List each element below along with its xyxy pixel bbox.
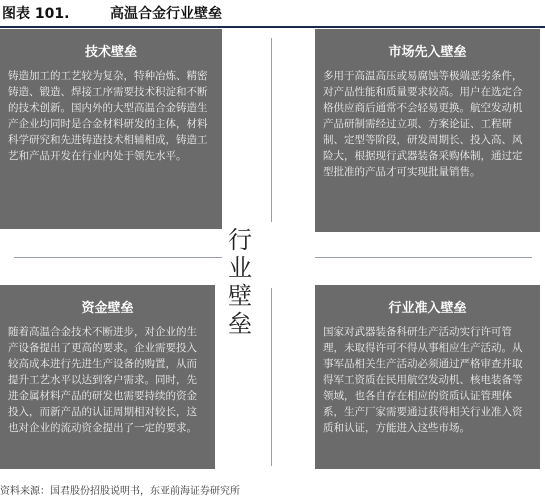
industry-access-barrier-title: 行业准入壁垒	[388, 301, 467, 316]
capital-barrier-box	[0, 285, 215, 469]
market-entry-barrier-box	[315, 29, 540, 232]
capital-barrier-text: 随着高温合金技术不断进步，对企业的生产设备提出了更高的要求。企业需要投入较高成本进行先进生产设备的购置，从而提升工艺水平以达到客户需求。同时，先进金属材料产品的研发也需要持续的资金投入，而新产品的认证周期相对较长，这也对企业的流动资金提出了一定的要求。	[8, 326, 197, 434]
market-entry-barrier-title: 市场先入壁垒	[388, 45, 467, 60]
center-label-line-1: 行 业	[228, 226, 264, 282]
industry-access-barrier-text: 国家对武器装备科研生产活动实行许可管理，未取得许可不得从事相应生产活动。从事军品相关生产活动必须通过严格审查并取得军工资质在民用航空发动机、核电装备等领域，也各自存在相应的资质认证管理体系，生产厂家需要通过获得相关行业准入资质和认证，方能进入这些市场。	[323, 326, 523, 434]
technology-barrier-title: 技术壁垒	[84, 45, 137, 60]
technology-barrier-text: 铸造加工的工艺较为复杂，特种冶炼、精密铸造、锻造、焊接工序需要技术积淀和不断的技术创新。国内外的大型高温合金铸造生产企业均同时是合金材料研发的主体，材料科学研究和先进铸造技术相辅相成，铸造工艺和产品开发在行业内处于领先水平。	[8, 70, 208, 162]
industry-access-barrier-box	[315, 285, 540, 469]
capital-barrier-title: 资金壁垒	[81, 301, 134, 316]
barrier-diagram	[0, 29, 545, 469]
figure-title: 高温合金行业壁垒	[110, 6, 222, 22]
technology-barrier-box	[0, 29, 222, 229]
center-label-line-2: 壁 垒	[228, 282, 264, 338]
center-label	[222, 222, 315, 338]
figure-header	[0, 0, 545, 28]
figure-label: 图表 101.	[2, 6, 70, 22]
market-entry-barrier-text: 多用于高温高压或易腐蚀等极端恶劣条件，对产品性能和质量要求较高。用户在选定合格供应商后通常不会轻易更换。航空发动机产品研制需经过立项、方案论证、工程研制、定型等阶段，研发周期长、投入高、风险大，根据现行武器装备采购体制，通过定型批准的产品才可实现批量销售。	[323, 70, 523, 178]
source-note: 资料来源：国君股份招股说明书，东亚前海证券研究所	[0, 486, 240, 497]
